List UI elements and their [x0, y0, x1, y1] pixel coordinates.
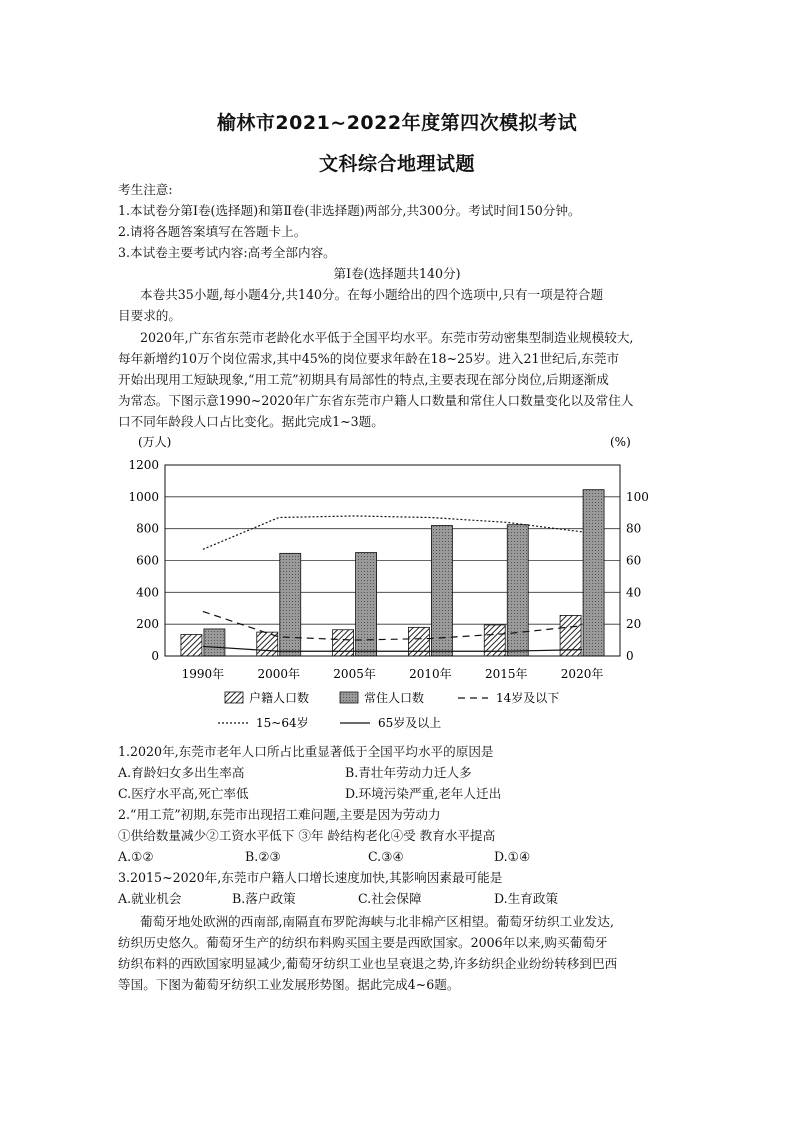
- question-3-stem: 3.2015~2020年,东莞市户籍人口增长速度加快,其影响因素最可能是: [118, 870, 503, 885]
- legend-swatch: [225, 692, 243, 703]
- notice-item: 3.本试卷主要考试内容:高考全部内容。: [118, 245, 336, 260]
- passage-line: 葡萄牙地处欧洲的西南部,南隔直布罗陀海峡与北非棉产区相望。葡萄牙纺织工业发达,: [140, 914, 614, 929]
- y-tick-left: 400: [136, 585, 159, 600]
- question-2-option-b: B.②③: [245, 849, 281, 864]
- legend-label: 户籍人口数: [249, 691, 310, 705]
- x-tick-label: 2000年: [257, 667, 301, 681]
- passage-line: 等国。下图为葡萄牙纺织工业发展形势图。据此完成4~6题。: [118, 977, 460, 992]
- notice-item: 2.请将各题答案填写在答题卡上。: [118, 224, 307, 239]
- y-tick-right: 20: [626, 617, 642, 632]
- notice-item: 1.本试卷分第Ⅰ卷(选择题)和第Ⅱ卷(非选择题)两部分,共300分。考试时间150分钟。: [118, 203, 581, 218]
- question-2-items: ①供给数量减少②工资水平低下 ③年 龄结构老化④受 教育水平提高: [118, 828, 496, 843]
- y-tick-left: 200: [136, 617, 159, 632]
- passage-line: 2020年,广东省东莞市老龄化水平低于全国平均水平。东莞市劳动密集型制造业规模较大,: [140, 330, 634, 345]
- bar-changzhu: [507, 525, 528, 656]
- bar-changzhu: [583, 490, 604, 656]
- bar-huji: [181, 635, 202, 656]
- left-axis-unit: (万人): [138, 435, 172, 449]
- question-1-option-b: B.青壮年劳动力迁人多: [345, 765, 472, 780]
- y-tick-right: 60: [626, 553, 642, 568]
- question-1-option-d: D.环境污染严重,老年人迁出: [345, 786, 502, 801]
- question-3-option-a: A.就业机会: [118, 891, 182, 906]
- passage-line: 每年新增约10万个岗位需求,其中45%的岗位要求年龄在18~25岁。进入21世纪后,东莞市: [118, 351, 620, 366]
- x-tick-label: 2015年: [484, 667, 528, 681]
- y-tick-left: 0: [151, 649, 159, 663]
- question-1-stem: 1.2020年,东莞市老年人口所占比重显著低于全国平均水平的原因是: [118, 744, 494, 759]
- bar-changzhu: [431, 525, 452, 656]
- legend-label: 15~64岁: [256, 716, 309, 730]
- population-chart: [118, 430, 678, 742]
- legend-label: 常住人口数: [364, 691, 425, 705]
- y-tick-left: 800: [136, 521, 159, 536]
- question-1-option-c: C.医疗水平高,死亡率低: [118, 786, 249, 801]
- section-title: 第Ⅰ卷(选择题共140分): [333, 266, 461, 281]
- right-axis-unit: (%): [610, 435, 631, 449]
- passage-line: 纺织布料的西欧国家明显减少,葡萄牙纺织工业也呈衰退之势,许多纺织企业纷纷转移到巴西: [118, 956, 618, 971]
- legend-label: 14岁及以下: [496, 691, 560, 705]
- x-tick-label: 2010年: [409, 667, 452, 681]
- question-1-option-a: A.育龄妇女多出生率高: [118, 765, 245, 780]
- legend-swatch: [340, 692, 358, 703]
- passage-line: 为常态。下图示意1990~2020年广东省东莞市户籍人口数量和常住人口数量变化以及常住人: [118, 393, 634, 408]
- bar-huji: [333, 630, 354, 656]
- x-tick-label: 1990年: [181, 667, 225, 681]
- passage-line: 纺织历史悠久。葡萄牙生产的纺织布料购买国主要是西欧国家。2006年以来,购买葡萄牙: [118, 935, 608, 950]
- y-tick-left: 600: [136, 553, 159, 568]
- notice-heading: 考生注意:: [118, 182, 173, 197]
- question-2-option-a: A.①②: [118, 849, 154, 864]
- bar-changzhu: [204, 629, 225, 656]
- legend-label: 65岁及以上: [378, 716, 442, 730]
- section-intro: 目要求的。: [118, 308, 181, 323]
- y-tick-right: 100: [626, 489, 649, 504]
- y-tick-left: 1000: [128, 489, 159, 504]
- question-2-stem: 2.“用工荒”初期,东莞市出现招工难问题,主要是因为劳动力: [118, 807, 441, 822]
- y-tick-right: 80: [626, 521, 642, 536]
- question-3-option-d: D.生育政策: [494, 891, 559, 906]
- bar-changzhu: [280, 553, 301, 656]
- passage-line: 口不同年龄段人口占比变化。据此完成1~3题。: [118, 414, 384, 429]
- y-tick-right: 0: [626, 649, 634, 663]
- y-tick-left: 1200: [128, 458, 159, 472]
- x-tick-label: 2005年: [333, 667, 376, 681]
- question-2-option-d: D.①④: [494, 849, 531, 864]
- question-3-option-c: C.社会保障: [358, 891, 422, 906]
- section-intro: 本卷共35小题,每小题4分,共140分。在每小题给出的四个选项中,只有一项是符合题: [140, 287, 604, 302]
- passage-line: 开始出现用工短缺现象,“用工荒”初期具有局部性的特点,主要表现在部分岗位,后期逐渐成: [118, 372, 609, 387]
- exam-title: 榆林市2021~2022年度第四次模拟考试: [216, 112, 578, 134]
- y-tick-right: 40: [626, 585, 642, 600]
- x-tick-label: 2020年: [560, 667, 604, 681]
- question-2-option-c: C.③④: [368, 849, 404, 864]
- exam-subtitle: 文科综合地理试题: [318, 153, 475, 175]
- question-3-option-b: B.落户政策: [232, 891, 296, 906]
